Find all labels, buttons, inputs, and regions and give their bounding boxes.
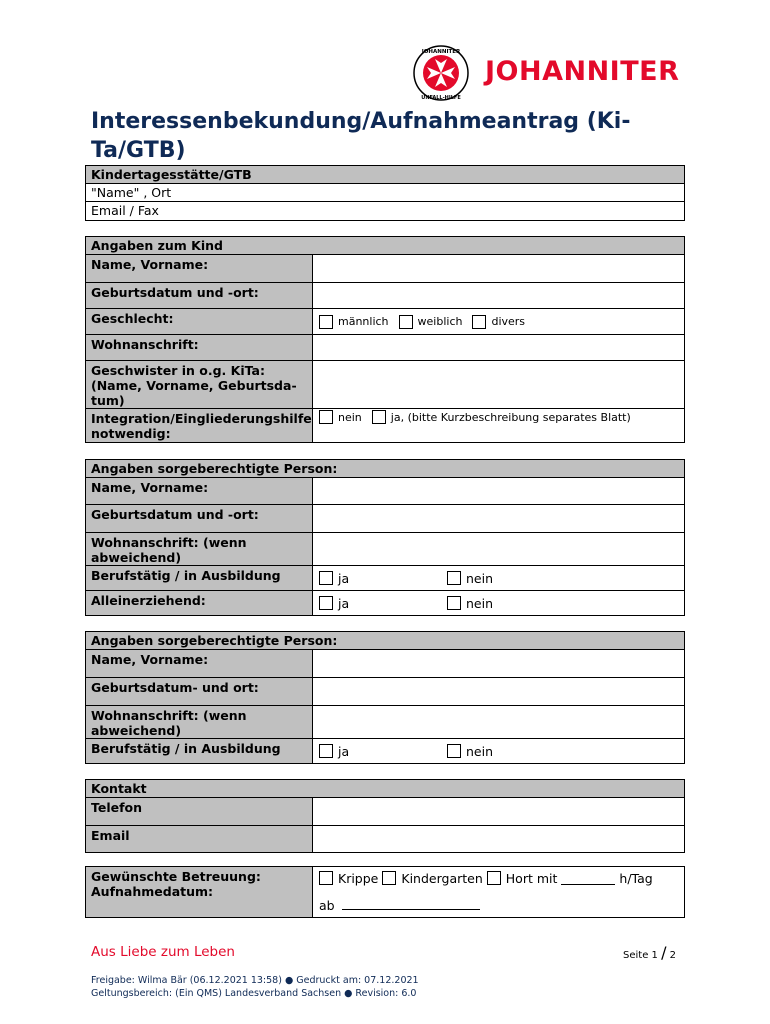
kind-geburt-label: Geburtsdatum und -ort: bbox=[86, 283, 313, 308]
checkbox-person2-beruf-ja[interactable] bbox=[319, 744, 333, 758]
kontakt-email-label: Email bbox=[86, 826, 313, 852]
option-weiblich: weiblich bbox=[417, 315, 463, 328]
kind-geschlecht-options bbox=[313, 309, 684, 334]
option-person2-beruf-ja: ja bbox=[338, 743, 350, 759]
person2-geburt-label: Geburtsdatum- und ort: bbox=[86, 678, 313, 705]
person2-name-field[interactable] bbox=[313, 650, 684, 677]
kita-section bbox=[85, 165, 685, 221]
person2-beruf-row bbox=[86, 738, 684, 763]
person1-geburt-label: Geburtsdatum und -ort: bbox=[86, 505, 313, 532]
person1-name-row bbox=[86, 477, 684, 504]
kind-geburt-field[interactable] bbox=[313, 283, 684, 308]
person2-header: Angaben sorgeberechtigte Person: bbox=[86, 632, 684, 649]
person2-wohnanschrift-field[interactable] bbox=[313, 706, 684, 738]
option-person2-beruf-nein: nein bbox=[466, 743, 494, 759]
aufnahmedatum-label: Aufnahmedatum: bbox=[91, 884, 214, 899]
kind-integration-row bbox=[86, 408, 684, 442]
person1-wohnanschrift-row bbox=[86, 532, 684, 565]
person1-header: Angaben sorgeberechtigte Person: bbox=[86, 460, 684, 477]
kind-integration-options bbox=[313, 409, 684, 442]
kita-header: Kindertagesstätte/GTB bbox=[86, 166, 684, 183]
option-kindergarten: Kindergarten bbox=[401, 870, 483, 886]
kind-wohnanschrift-row bbox=[86, 334, 684, 360]
kontakt-section bbox=[85, 779, 685, 853]
betreuung-values bbox=[313, 867, 684, 917]
person1-wohnanschrift-label: Wohnanschrift: (wenn abweichend) bbox=[86, 533, 313, 565]
johanniter-seal-icon bbox=[412, 44, 470, 102]
person1-allein-options bbox=[313, 591, 684, 615]
page-total: 2 bbox=[669, 950, 677, 961]
person1-allein-label: Alleinerziehend: bbox=[86, 591, 313, 615]
person2-wohnanschrift-label: Wohnanschrift: (wenn abweichend) bbox=[86, 706, 313, 738]
kind-header: Angaben zum Kind bbox=[86, 237, 684, 254]
person1-beruf-label: Berufstätig / in Ausbildung bbox=[86, 566, 313, 590]
slogan: Aus Liebe zum Leben bbox=[91, 944, 235, 960]
kind-wohnanschrift-field[interactable] bbox=[313, 335, 684, 360]
checkbox-weiblich[interactable] bbox=[399, 315, 413, 329]
kind-name-row bbox=[86, 254, 684, 282]
option-person1-allein-ja: ja bbox=[338, 595, 350, 611]
ab-label: ab bbox=[319, 898, 335, 913]
kind-wohnanschrift-label: Wohnanschrift: bbox=[86, 335, 313, 360]
kind-geschwister-row bbox=[86, 360, 684, 408]
checkbox-maennlich[interactable] bbox=[319, 315, 333, 329]
person2-section bbox=[85, 631, 685, 764]
svg-text:JOHANNITER: JOHANNITER bbox=[421, 49, 461, 55]
page-number bbox=[623, 943, 676, 962]
person2-wohnanschrift-row bbox=[86, 705, 684, 738]
kind-geschlecht-label: Geschlecht: bbox=[86, 309, 313, 334]
person1-section bbox=[85, 459, 685, 616]
option-krippe: Krippe bbox=[338, 870, 379, 886]
checkbox-integration-nein[interactable] bbox=[319, 410, 333, 424]
betreuung-section bbox=[85, 866, 685, 918]
johanniter-logo bbox=[412, 44, 682, 102]
option-person1-beruf-ja: ja bbox=[338, 570, 350, 586]
person1-allein-row bbox=[86, 590, 684, 615]
page-current: Seite 1 bbox=[623, 950, 658, 961]
kind-name-field[interactable] bbox=[313, 255, 684, 282]
checkbox-person1-beruf-ja[interactable] bbox=[319, 571, 333, 585]
kind-name-label: Name, Vorname: bbox=[86, 255, 313, 282]
kind-geburt-row bbox=[86, 282, 684, 308]
option-htag: h/Tag bbox=[619, 870, 653, 886]
person1-geburt-field[interactable] bbox=[313, 505, 684, 532]
option-integration-nein: nein bbox=[338, 410, 362, 424]
option-person1-allein-nein: nein bbox=[466, 595, 494, 611]
person2-geburt-field[interactable] bbox=[313, 678, 684, 705]
kontakt-email-row bbox=[86, 825, 684, 852]
checkbox-person1-beruf-nein[interactable] bbox=[447, 571, 461, 585]
kind-section bbox=[85, 236, 685, 443]
kita-email-line[interactable]: Email / Fax bbox=[86, 201, 684, 220]
page-title: Interessenbekundung/Aufnahmeantrag (Ki-Ta/GTB) bbox=[91, 109, 631, 163]
checkbox-person2-beruf-nein[interactable] bbox=[447, 744, 461, 758]
person1-beruf-options bbox=[313, 566, 684, 590]
checkbox-integration-ja[interactable] bbox=[372, 410, 386, 424]
kontakt-email-field[interactable] bbox=[313, 826, 684, 852]
footer-geltung: Geltungsbereich: (Ein QMS) Landesverband Sachsen ● Revision: 6.0 bbox=[91, 988, 417, 999]
kind-geschwister-label: Geschwister in o.g. KiTa: (Name, Vorname, Geburtsda-tum) bbox=[86, 361, 313, 408]
option-divers: divers bbox=[491, 315, 526, 328]
kontakt-telefon-row bbox=[86, 797, 684, 825]
checkbox-krippe[interactable] bbox=[319, 871, 333, 885]
person1-geburt-row bbox=[86, 504, 684, 532]
betreuung-label: Gewünschte Betreuung: bbox=[91, 869, 261, 884]
person1-name-field[interactable] bbox=[313, 478, 684, 504]
checkbox-person1-allein-ja[interactable] bbox=[319, 596, 333, 610]
person2-beruf-label: Berufstätig / in Ausbildung bbox=[86, 739, 313, 763]
person1-wohnanschrift-field[interactable] bbox=[313, 533, 684, 565]
kind-geschlecht-row bbox=[86, 308, 684, 334]
checkbox-person1-allein-nein[interactable] bbox=[447, 596, 461, 610]
option-hort: Hort mit bbox=[505, 870, 558, 886]
option-person1-beruf-nein: nein bbox=[466, 570, 494, 586]
checkbox-divers[interactable] bbox=[472, 315, 486, 329]
kontakt-telefon-field[interactable] bbox=[313, 798, 684, 825]
footer-meta bbox=[91, 974, 419, 1000]
option-maennlich: männlich bbox=[338, 315, 389, 328]
betreuung-labels bbox=[86, 867, 313, 917]
kontakt-telefon-label: Telefon bbox=[86, 798, 313, 825]
hort-hours-field[interactable] bbox=[561, 872, 615, 885]
person2-name-label: Name, Vorname: bbox=[86, 650, 313, 677]
person2-name-row bbox=[86, 649, 684, 677]
kind-geschwister-field[interactable] bbox=[313, 361, 684, 408]
kind-integration-label: Integration/Eingliederungshilfe notwendig: bbox=[86, 409, 313, 442]
person2-beruf-options bbox=[313, 739, 684, 763]
svg-text:UNFALL-HILFE: UNFALL-HILFE bbox=[421, 95, 461, 101]
kontakt-header: Kontakt bbox=[86, 780, 684, 797]
page-separator-icon: / bbox=[661, 943, 667, 962]
aufnahmedatum-field[interactable] bbox=[342, 897, 480, 910]
kita-name-line[interactable]: "Name" , Ort bbox=[86, 183, 684, 201]
person1-beruf-row bbox=[86, 565, 684, 590]
footer-freigabe: Freigabe: Wilma Bär (06.12.2021 13:58) ● Gedruckt am: 07.12.2021 bbox=[91, 975, 419, 986]
brand-name: JOHANNITER bbox=[485, 56, 680, 87]
option-integration-ja: ja, (bitte Kurzbeschreibung separates Blatt) bbox=[390, 410, 631, 424]
checkbox-hort[interactable] bbox=[487, 871, 501, 885]
person1-name-label: Name, Vorname: bbox=[86, 478, 313, 504]
checkbox-kindergarten[interactable] bbox=[382, 871, 396, 885]
person2-geburt-row bbox=[86, 677, 684, 705]
